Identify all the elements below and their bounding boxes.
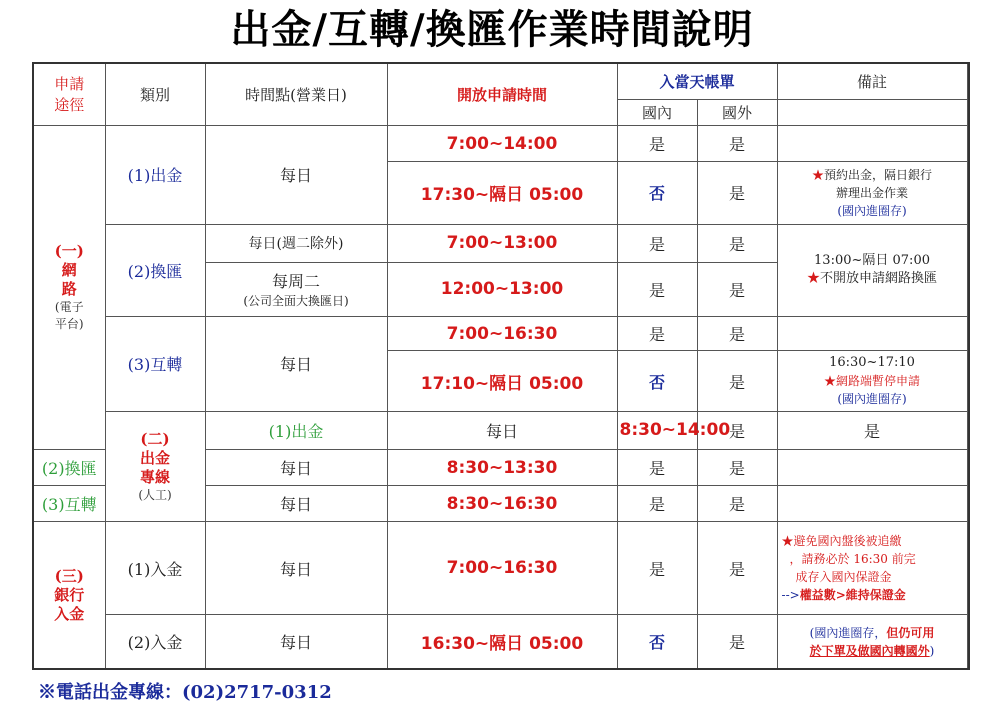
online-withdraw-for-1: 是 bbox=[697, 125, 777, 161]
bank-dom-1: 是 bbox=[617, 522, 697, 615]
online-exchange-for-2: 是 bbox=[697, 262, 777, 316]
online-transfer-day: 每日 bbox=[205, 317, 387, 412]
table-row bbox=[33, 411, 969, 449]
header-same-day: 入當天帳單 bbox=[617, 63, 777, 99]
note-text: ) bbox=[929, 643, 935, 658]
header-remarks: 備註 bbox=[777, 63, 967, 99]
bank-label-2: (2)入金 bbox=[105, 615, 205, 669]
page-title: 出金/互轉/換匯作業時間說明 bbox=[230, 6, 754, 53]
day-line: (公司全面大換匯日) bbox=[243, 294, 349, 309]
hotline-label-3: (3)互轉 bbox=[33, 486, 105, 522]
bank-time-1: 7:00~16:30 bbox=[387, 522, 617, 615]
online-exchange-label: (2)換匯 bbox=[105, 224, 205, 317]
route-bank bbox=[33, 522, 105, 669]
route-online-num: (一) bbox=[54, 241, 84, 260]
online-exchange-day-1: 每日(週二除外) bbox=[205, 224, 387, 262]
note-text: 預約出金，隔日銀行 bbox=[824, 167, 933, 182]
note-line bbox=[782, 586, 965, 604]
route-bank-num: (三) bbox=[54, 566, 84, 585]
online-withdraw-dom-1: 是 bbox=[617, 125, 697, 161]
hotline-note-3 bbox=[777, 486, 967, 522]
hotline-note-2 bbox=[777, 450, 967, 486]
bank-day-2: 每日 bbox=[205, 615, 387, 669]
online-exchange-dom-1: 是 bbox=[617, 224, 697, 262]
star-icon: ★ bbox=[781, 534, 794, 549]
note-line bbox=[780, 624, 965, 642]
table-row bbox=[33, 224, 969, 262]
note-line: 成存入國內保證金 bbox=[795, 570, 892, 585]
route-hotline bbox=[105, 411, 205, 522]
note-line bbox=[780, 642, 965, 660]
table-row bbox=[33, 615, 969, 669]
note-text: (國內進圈存， bbox=[809, 625, 887, 640]
hotline-time-1: 8:30~14:00 bbox=[617, 411, 697, 449]
hotline-time-2: 8:30~13:30 bbox=[387, 450, 617, 486]
online-withdraw-label: (1)出金 bbox=[105, 125, 205, 224]
bank-day-1: 每日 bbox=[205, 522, 387, 615]
online-withdraw-note-2 bbox=[777, 162, 967, 224]
hotline-for-3: 是 bbox=[697, 486, 777, 522]
note-line: ，請務必於 16:30 前完 bbox=[789, 552, 916, 567]
online-withdraw-dom-2: 否 bbox=[617, 162, 697, 224]
online-exchange-time-2: 12:00~13:00 bbox=[387, 262, 617, 316]
online-transfer-dom-2: 否 bbox=[617, 351, 697, 411]
header-row-1 bbox=[33, 63, 969, 99]
note-text: 但仍可用 bbox=[886, 625, 935, 640]
note-text: 網路端暫停申請 bbox=[836, 374, 921, 389]
note-line bbox=[782, 532, 965, 550]
header-route-line1: 申請 bbox=[54, 75, 85, 94]
hotline-time-3: 8:30~16:30 bbox=[387, 486, 617, 522]
route-online-name2: 路 bbox=[61, 279, 77, 298]
online-transfer-dom-1: 是 bbox=[617, 317, 697, 351]
note-text: 於下單及做國內轉國外 bbox=[809, 643, 930, 658]
online-transfer-time-1: 7:00~16:30 bbox=[387, 317, 617, 351]
hotline-dom-3: 是 bbox=[617, 486, 697, 522]
note-line bbox=[780, 166, 965, 184]
header-route-line2: 途徑 bbox=[54, 96, 85, 115]
route-bank-name1: 銀行 bbox=[54, 585, 85, 604]
bank-for-1: 是 bbox=[697, 522, 777, 615]
route-hotline-name2: 專線 bbox=[139, 467, 170, 486]
route-hotline-num: (二) bbox=[140, 429, 170, 448]
table-row bbox=[33, 125, 969, 161]
header-route bbox=[33, 63, 105, 125]
note-text: 避免國內盤後被追繳 bbox=[793, 534, 902, 549]
hotline-for-2: 是 bbox=[697, 450, 777, 486]
header-foreign: 國外 bbox=[697, 99, 777, 125]
header-remarks-blank bbox=[777, 99, 967, 125]
note-text: 不開放申請網路換匯 bbox=[820, 271, 938, 287]
online-withdraw-day: 每日 bbox=[205, 125, 387, 224]
arrow-text: --> bbox=[781, 588, 800, 603]
online-transfer-time-2: 17:10~隔日 05:00 bbox=[387, 351, 617, 411]
online-transfer-for-1: 是 bbox=[697, 317, 777, 351]
route-online-sub2: 平台) bbox=[54, 316, 84, 331]
note-line bbox=[780, 270, 965, 288]
online-exchange-note bbox=[777, 224, 967, 317]
bank-note-2 bbox=[777, 615, 967, 669]
route-hotline-sub: (人工) bbox=[138, 487, 172, 502]
hotline-day-1: 每日 bbox=[387, 411, 617, 449]
hotline-for-1: 是 bbox=[777, 411, 967, 449]
header-category: 類別 bbox=[105, 63, 205, 125]
table-row bbox=[33, 522, 969, 615]
hotline-dom-1: 是 bbox=[697, 411, 777, 449]
online-withdraw-for-2: 是 bbox=[697, 162, 777, 224]
bank-note-1 bbox=[777, 522, 967, 615]
day-line: 每周二 bbox=[271, 272, 320, 292]
star-icon: ★ bbox=[812, 167, 825, 182]
note-line: 13:00~隔日 07:00 bbox=[814, 253, 930, 269]
online-transfer-note-1 bbox=[777, 317, 967, 351]
online-exchange-day-2 bbox=[205, 262, 387, 316]
note-line: 16:30~17:10 bbox=[829, 355, 915, 371]
hotline-dom-2: 是 bbox=[617, 450, 697, 486]
route-online-sub1: (電子 bbox=[54, 299, 84, 314]
online-exchange-time-1: 7:00~13:00 bbox=[387, 224, 617, 262]
schedule-table bbox=[32, 62, 970, 670]
header-time-point: 時間點(營業日) bbox=[205, 63, 387, 125]
hotline-day-2: 每日 bbox=[205, 450, 387, 486]
online-withdraw-time-1: 7:00~14:00 bbox=[387, 125, 617, 161]
note-line: (國內進圈存) bbox=[837, 392, 907, 407]
online-exchange-dom-2: 是 bbox=[617, 262, 697, 316]
route-online-name1: 網 bbox=[61, 260, 77, 279]
online-transfer-for-2: 是 bbox=[697, 351, 777, 411]
hotline-day-3: 每日 bbox=[205, 486, 387, 522]
star-icon: ★ bbox=[807, 271, 821, 287]
star-icon: ★ bbox=[824, 374, 837, 389]
online-exchange-for-1: 是 bbox=[697, 224, 777, 262]
online-transfer-note-2 bbox=[777, 351, 967, 411]
online-transfer-label: (3)互轉 bbox=[105, 317, 205, 412]
online-withdraw-time-2: 17:30~隔日 05:00 bbox=[387, 162, 617, 224]
bank-for-2: 是 bbox=[697, 615, 777, 669]
online-withdraw-note-1 bbox=[777, 125, 967, 161]
route-online bbox=[33, 125, 105, 449]
route-hotline-name1: 出金 bbox=[139, 448, 170, 467]
hotline-note-1 bbox=[967, 411, 969, 449]
bank-dom-2: 否 bbox=[617, 615, 697, 669]
hotline-footer: ※電話出金專線：(02)2717-0312 bbox=[38, 682, 332, 703]
bank-label-1: (1)入金 bbox=[105, 522, 205, 615]
bank-time-2: 16:30~隔日 05:00 bbox=[387, 615, 617, 669]
header-domestic: 國內 bbox=[617, 99, 697, 125]
hotline-label-2: (2)換匯 bbox=[33, 450, 105, 486]
note-line: 辦理出金作業 bbox=[836, 185, 909, 200]
note-line bbox=[780, 372, 965, 390]
note-line: (國內進圈存) bbox=[837, 203, 907, 218]
header-open-time: 開放申請時間 bbox=[387, 63, 617, 125]
hotline-label-1: (1)出金 bbox=[205, 411, 387, 449]
table-row bbox=[33, 317, 969, 351]
note-text: 權益數>維持保證金 bbox=[799, 588, 906, 603]
route-bank-name2: 入金 bbox=[54, 604, 85, 623]
